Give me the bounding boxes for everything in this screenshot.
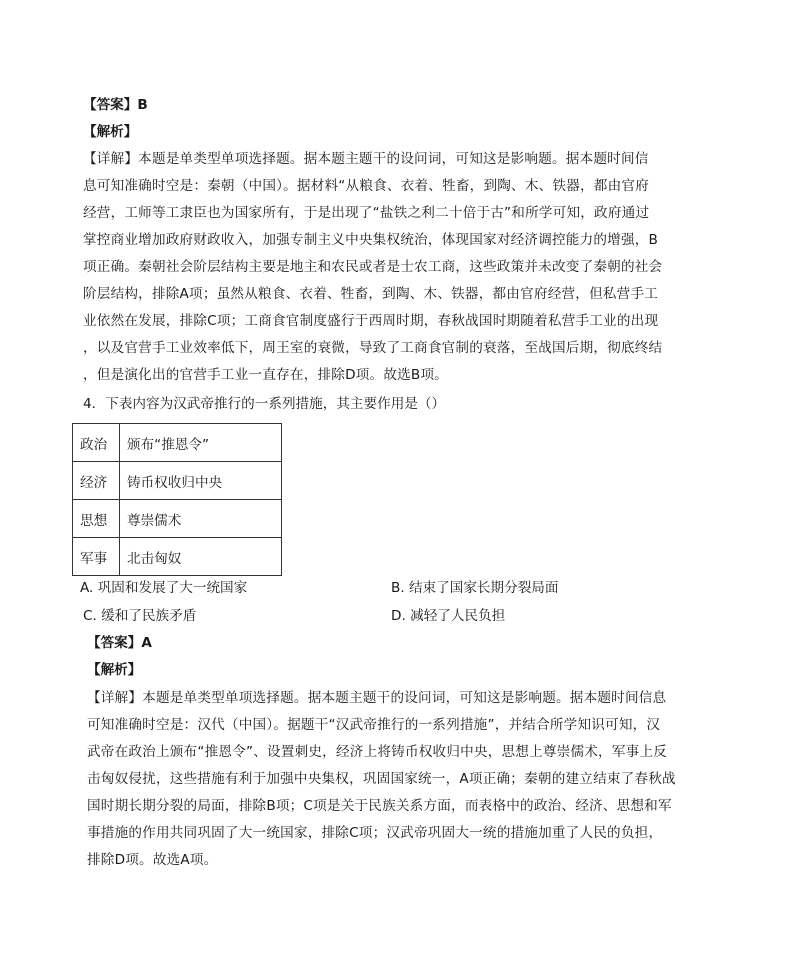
table-cell-measure: 铸币权收归中央: [120, 462, 282, 500]
option-c: C. 缓和了民族矛盾: [83, 608, 197, 624]
q4-detail-line: 国时期长期分裂的局面，排除B项；C项是关于民族关系方面，而表格中的政治、经济、思想和军: [87, 798, 672, 814]
q3-detail-line: 掌控商业增加政府财政收入，加强专制主义中央集权统治，体现国家对经济调控能力的增强，B: [83, 232, 659, 248]
q3-detail-line: 业依然在发展，排除C项；工商食官制度盛行于西周时期，春秋战国时期随着私营手工业的出现: [83, 313, 659, 329]
q4-detail-line: 【详解】本题是单类型单项选择题。据本题主题干的设问词，可知这是影响题。据本题时间信息: [87, 690, 667, 706]
q3-detail-line: ，但是演化出的官营手工业一直存在，排除D项。故选B项。: [83, 367, 449, 383]
table-row: [73, 538, 282, 576]
q3-detail-line: 【详解】本题是单类型单项选择题。据本题主题干的设问词，可知这是影响题。据本题时间信: [83, 151, 649, 167]
q3-detail-line: 经营，工师等工隶臣也为国家所有，于是出现了“盐铁之利二十倍于古”和所学可知，政府通过: [83, 205, 650, 221]
measures-table: [72, 423, 282, 576]
q3-detail-line: 项正确。秦朝社会阶层结构主要是地主和农民或者是士农工商，这些政策并未改变了秦朝的社会: [83, 259, 663, 275]
table-cell-category: 军事: [73, 538, 120, 576]
table-row: [73, 500, 282, 538]
q4-detail-line: 武帝在政治上颁布“推恩令”、设置刺史，经济上将铸币权收归中央，思想上尊崇儒术，军事上反: [87, 744, 668, 760]
option-d: D. 减轻了人民负担: [391, 608, 506, 624]
q4-answer: 【答案】A: [87, 635, 152, 651]
option-a: A. 巩固和发展了大一统国家: [80, 580, 248, 596]
q3-detail-line: 息可知准确时空是：秦朝（中国）。据材料“从粮食、衣着、牲畜，到陶、木、铁器，都由官府: [83, 178, 649, 194]
table-cell-category: 经济: [73, 462, 120, 500]
table-cell-measure: 颁布“推恩令”: [120, 424, 282, 462]
option-b: B. 结束了国家长期分裂局面: [391, 580, 559, 596]
q4-detail-line: 事措施的作用共同巩固了大一统国家，排除C项；汉武帝巩固大一统的措施加重了人民的负担，: [87, 825, 663, 841]
q4-detail-line: 可知准确时空是：汉代（中国）。据题干“汉武帝推行的一系列措施”，并结合所学知识可知，汉: [87, 717, 661, 733]
q3-answer: 【答案】B: [83, 97, 148, 113]
q4-analysis-label: 【解析】: [87, 662, 142, 678]
q3-detail-line: 阶层结构，排除A项；虽然从粮食、衣着、牲畜，到陶、木、铁器，都由官府经营，但私营手工: [83, 286, 659, 302]
table-cell-category: 思想: [73, 500, 120, 538]
q4-detail-line: 击匈奴侵扰，这些措施有利于加强中央集权，巩固国家统一，A项正确；秦朝的建立结束了春秋战: [87, 771, 676, 787]
table-cell-category: 政治: [73, 424, 120, 462]
q4-detail-line: 排除D项。故选A项。: [87, 852, 218, 868]
q3-analysis-label: 【解析】: [83, 124, 138, 140]
table-row: [73, 462, 282, 500]
q4-question: 4．下表内容为汉武帝推行的一系列措施，其主要作用是（）: [83, 396, 446, 412]
table-cell-measure: 尊崇儒术: [120, 500, 282, 538]
q3-detail-line: ，以及官营手工业效率低下，周王室的衰微，导致了工商食官制的衰落，至战国后期，彻底终结: [83, 340, 663, 356]
table-row: [73, 424, 282, 462]
table-cell-measure: 北击匈奴: [120, 538, 282, 576]
